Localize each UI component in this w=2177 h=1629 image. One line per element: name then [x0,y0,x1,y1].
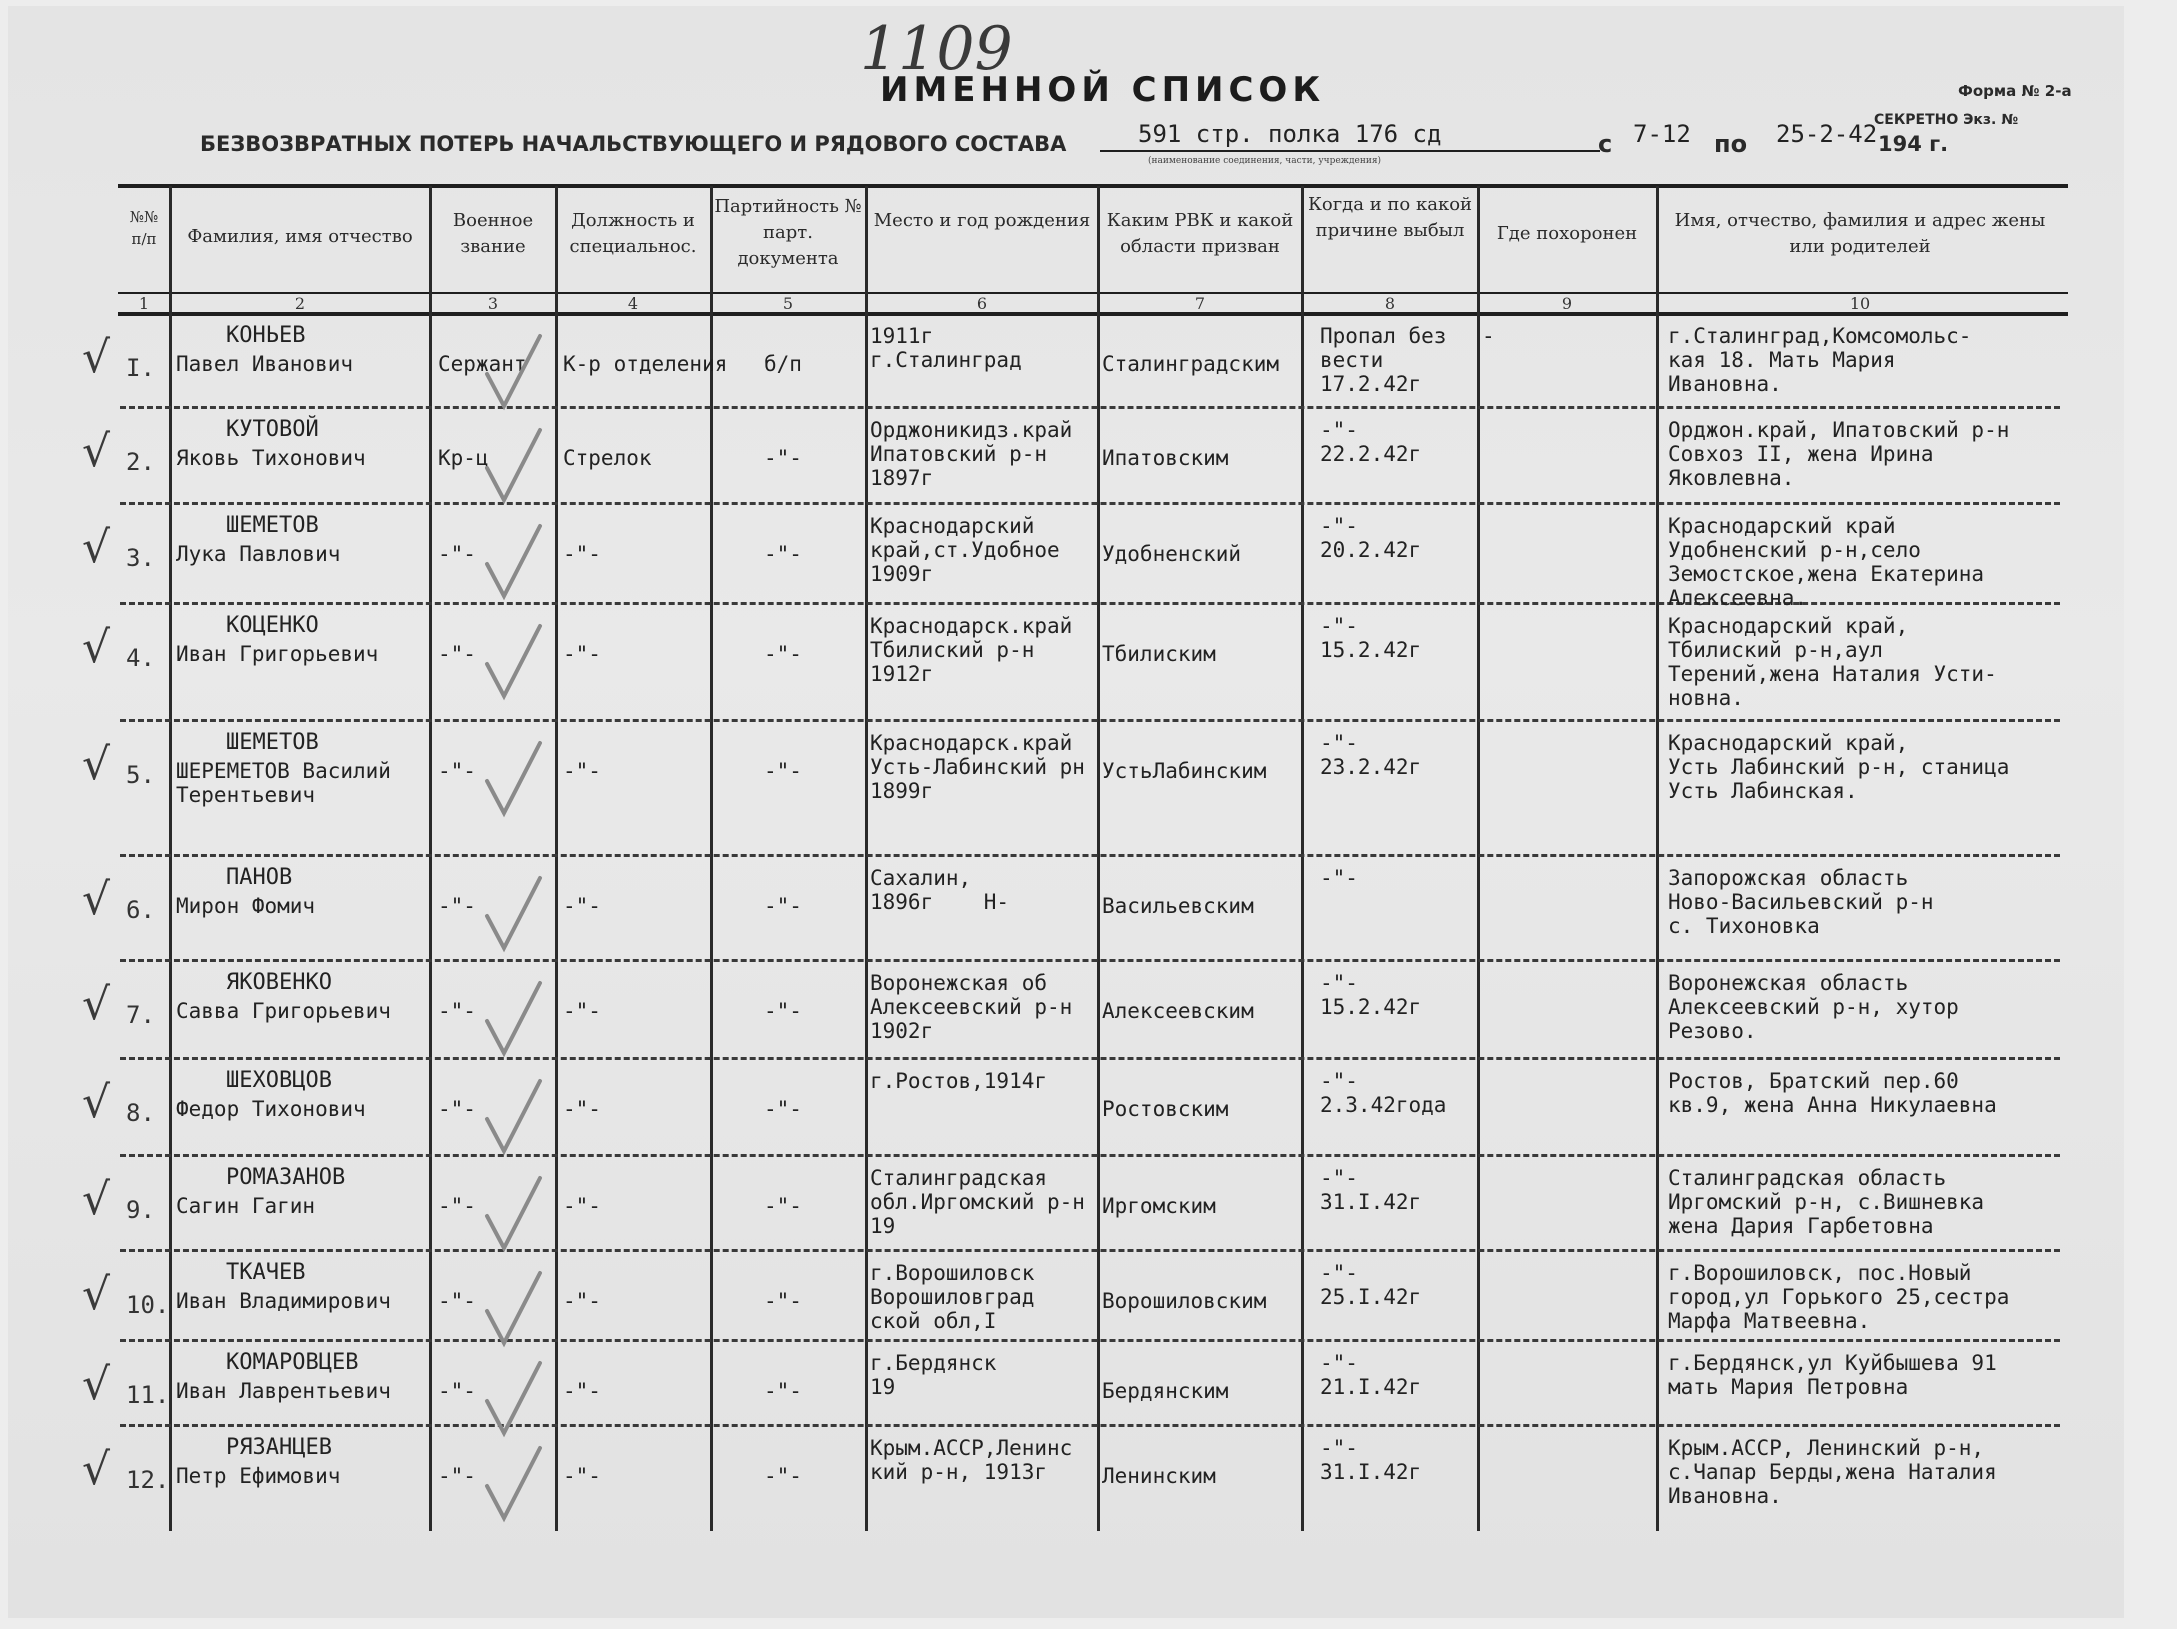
birth-place-year: Крым.АССР,Ленинс кий р-н, 1913г [870,1436,1073,1484]
departure-date-reason: -"- 15.2.42г [1320,614,1422,662]
surname: ШЕХОВЦОВ [226,1068,332,1093]
first-and-patronymic: Сагин Гагин [176,1194,316,1218]
military-rank: -"- [438,1379,476,1403]
surname: ШЕМЕТОВ [226,730,319,755]
draft-office: Ростовским [1102,1097,1229,1121]
birth-place-year: г.Бердянск 19 [870,1351,997,1399]
military-rank: -"- [438,1289,476,1313]
surname: КУТОВОЙ [226,417,319,442]
military-rank: -"- [438,642,476,666]
col-header: Когда и по какой причине выбыл [1307,194,1473,241]
departure-date-reason: -"- 22.2.42г [1320,418,1422,466]
departure-date-reason: -"- 15.2.42г [1320,971,1422,1019]
col-number: 7 [1194,294,1206,313]
col-header: Военное звание [452,210,534,257]
col-header: Имя, отчество, фамилия и адрес жены или родителей [1674,210,2046,257]
row-number: 6. [126,896,155,924]
party-membership: -"- [764,642,802,666]
check-tick-mark: √ [82,1359,111,1410]
secret-mark: СЕКРЕТНО Экз. № [1874,112,2019,128]
row-number: 12. [126,1466,170,1494]
draft-office: Удобненский [1102,542,1242,566]
relatives-address: Запорожская область Ново-Васильевский р-н с. Тихоновка [1668,866,1934,938]
party-membership: -"- [764,759,802,783]
position: Стрелок [563,446,652,470]
paper-sheet [8,6,2124,1618]
check-tick-mark: √ [82,1269,111,1320]
relatives-address: Воронежская область Алексеевский р-н, хутор Резово. [1668,971,1959,1043]
relatives-address: г.Бердянск,ул Куйбышева 91 мать Мария Петровна [1668,1351,1997,1399]
military-rank: -"- [438,1194,476,1218]
birth-place-year: Орджоникидз.край Ипатовский р-н 1897г [870,418,1073,490]
row-separator [120,1249,2060,1252]
col-number: 3 [487,294,499,313]
check-tick-mark: √ [82,739,111,790]
relatives-address: Краснодарский край, Тбилиский р-н,аул Терений,жена Наталия Усти- новна. [1668,614,1997,710]
military-rank: -"- [438,1464,476,1488]
relatives-address: Сталинградская область Иргомский р-н, с.Вишневка жена Дария Гарбетовна [1668,1166,1985,1238]
row-number: 10. [126,1291,170,1319]
departure-date-reason: -"- 21.I.42г [1320,1351,1422,1399]
row-separator [120,1057,2060,1060]
first-and-patronymic: Павел Иванович [176,352,354,376]
position: -"- [563,642,601,666]
row-separator [120,959,2060,962]
first-and-patronymic: Иван Григорьевич [176,642,379,666]
pencil-check-mark [482,334,552,414]
col-number: 1 [138,294,150,313]
relatives-address: г.Ворошиловск, пос.Новый город,ул Горького 25,сестра Марфа Матвеевна. [1668,1261,2010,1333]
pencil-check-mark [482,981,552,1061]
birth-place-year: г.Ворошиловск Ворошиловград ской обл,I [870,1261,1035,1333]
check-tick-mark: √ [82,979,111,1030]
draft-office: Бердянским [1102,1379,1229,1403]
departure-date-reason: -"- 31.I.42г [1320,1436,1422,1484]
military-rank: -"- [438,999,476,1023]
row-number: 2. [126,448,155,476]
surname: РЯЗАНЦЕВ [226,1435,332,1460]
unit-underline [1100,150,1600,152]
position: -"- [563,999,601,1023]
col-number: 9 [1561,294,1573,313]
check-tick-mark: √ [82,332,111,383]
party-membership: -"- [764,542,802,566]
party-membership: -"- [764,894,802,918]
military-rank: -"- [438,894,476,918]
row-number: 5. [126,761,155,789]
row-separator [120,406,2060,409]
birth-place-year: Воронежская об Алексеевский р-н 1902г [870,971,1073,1043]
surname: ШЕМЕТОВ [226,513,319,538]
birth-place-year: Краснодарский край,ст.Удобное 1909г [870,514,1060,586]
col-divider [555,186,558,1531]
col-number: 5 [782,294,794,313]
first-and-patronymic: Петр Ефимович [176,1464,341,1488]
draft-office: Тбилиским [1102,642,1216,666]
pencil-check-mark [482,1271,552,1351]
col-header: Каким РВК и какой области призван [1106,210,1294,257]
party-membership: -"- [764,999,802,1023]
departure-date-reason: -"- 23.2.42г [1320,731,1422,779]
birth-place-year: Краснодарск.край Тбилиский р-н 1912г [870,614,1073,686]
subtitle: БЕЗВОЗВРАТНЫХ ПОТЕРЬ НАЧАЛЬСТВУЮЩЕГО И РЯДОВОГО СОСТАВА [200,132,1067,156]
pencil-check-mark [482,524,552,604]
pencil-check-mark [482,428,552,508]
to-label: по [1714,130,1748,158]
col-number: 4 [627,294,639,313]
unit-caption: (наименование соединения, части, учреждения) [1148,156,1382,166]
row-number: 11. [126,1381,170,1409]
row-separator [120,1339,2060,1342]
party-membership: -"- [764,1289,802,1313]
surname: ТКАЧЕВ [226,1260,306,1285]
col-divider [710,186,713,1531]
row-number: 4. [126,644,155,672]
col-header: Фамилия, имя отчество [187,226,413,247]
row-separator [120,719,2060,722]
check-tick-mark: √ [82,426,111,477]
first-and-patronymic: Яковь Тихонович [176,446,366,470]
military-rank: -"- [438,1097,476,1121]
position: -"- [563,1194,601,1218]
military-rank: Кр-ц [438,446,489,470]
surname: ЯКОВЕНКО [226,970,332,995]
relatives-address: Орджон.край, Ипатовский р-н Совхоз II, жена Ирина Яковлевна. [1668,418,2010,490]
col-divider [1097,186,1100,1531]
handwritten-number: 1109 [860,14,1013,84]
military-rank: -"- [438,542,476,566]
pencil-check-mark [482,1079,552,1159]
pencil-check-mark [482,1176,552,1256]
col-header: Место и год рождения [873,210,1091,231]
position: -"- [563,894,601,918]
check-tick-mark: √ [82,522,111,573]
position: -"- [563,759,601,783]
first-and-patronymic: Савва Григорьевич [176,999,391,1023]
birth-place-year: г.Ростов,1914г [870,1069,1048,1093]
to-date: 25-2-42 [1776,120,1878,148]
departure-date-reason: -"- 20.2.42г [1320,514,1422,562]
row-separator [120,1424,2060,1427]
position: К-р отделения [563,352,728,376]
party-membership: -"- [764,1464,802,1488]
col-divider [429,186,432,1531]
surname: КОНЬЕВ [226,323,306,348]
birth-place-year: Краснодарск.край Усть-Лабинский рн 1899г [870,731,1085,803]
draft-office: Алексеевским [1102,999,1254,1023]
relatives-address: Краснодарский край, Усть Лабинский р-н, станица Усть Лабинская. [1668,731,2010,803]
col-divider [169,186,172,1531]
check-tick-mark: √ [82,1174,111,1225]
first-and-patronymic: Иван Владимирович [176,1289,391,1313]
pencil-check-mark [482,624,552,704]
pencil-check-mark [482,741,552,821]
military-rank: -"- [438,759,476,783]
draft-office: Иргомским [1102,1194,1216,1218]
draft-office: УстьЛабинским [1102,759,1267,783]
departure-date-reason: -"- [1320,866,1358,890]
form-label: Форма № 2-а [1958,82,2072,100]
party-membership: -"- [764,1194,802,1218]
row-number: 3. [126,544,155,572]
row-number: I. [126,354,155,382]
from-label: с [1598,130,1613,158]
col-number: 6 [976,294,988,313]
col-number: 10 [1849,294,1871,313]
col-divider [865,186,868,1531]
unit-name: 591 стр. полка 176 сд [1138,120,1442,148]
col-number: 8 [1384,294,1396,313]
departure-date-reason: Пропал без вести 17.2.42г [1320,324,1447,396]
surname: ПАНОВ [226,865,293,890]
military-rank: Сержант [438,352,527,376]
surname: РОМАЗАНОВ [226,1165,346,1190]
col-number: 2 [294,294,306,313]
check-tick-mark: √ [82,1444,111,1495]
check-tick-mark: √ [82,874,111,925]
draft-office: Ворошиловским [1102,1289,1267,1313]
row-separator [120,1154,2060,1157]
col-header: Должность и специальнос. [569,210,697,257]
burial-place: - [1482,324,1495,348]
relatives-address: Крым.АССР, Ленинский р-н, с.Чапар Берды,жена Наталия Ивановна. [1668,1436,1997,1508]
surname: КОМАРОВЦЕВ [226,1350,359,1375]
draft-office: Сталинградским [1102,352,1280,376]
birth-place-year: Сахалин, 1896г Н- [870,866,1010,914]
draft-office: Васильевским [1102,894,1254,918]
check-tick-mark: √ [82,1077,111,1128]
row-number: 7. [126,1001,155,1029]
pencil-check-mark [482,876,552,956]
draft-office: Ленинским [1102,1464,1216,1488]
departure-date-reason: -"- 2.3.42года [1320,1069,1447,1117]
surname: КОЦЕНКО [226,613,319,638]
page-title: ИМЕННОЙ СПИСОК [880,70,1326,110]
birth-place-year: 1911г г.Сталинград [870,324,1022,372]
col-divider [1301,186,1304,1531]
first-and-patronymic: Лука Павлович [176,542,341,566]
party-membership: -"- [764,446,802,470]
col-divider [1477,186,1480,1531]
departure-date-reason: -"- 25.I.42г [1320,1261,1422,1309]
year-suffix: 194 г. [1878,132,1949,156]
relatives-address: Краснодарский край Удобненский р-н,село Земостское,жена Екатерина Алексеевна. [1668,514,1985,610]
col-header: №№ п/п [129,208,159,248]
position: -"- [563,1379,601,1403]
col-divider [1656,186,1659,1531]
pencil-check-mark [482,1446,552,1526]
relatives-address: г.Сталинград,Комсомольс- кая 18. Мать Мария Ивановна. [1668,324,1972,396]
party-membership: -"- [764,1379,802,1403]
col-header: Где похоронен [1496,223,1638,244]
birth-place-year: Сталинградская обл.Иргомский р-н 19 [870,1166,1085,1238]
first-and-patronymic: Федор Тихонович [176,1097,366,1121]
position: -"- [563,1464,601,1488]
row-number: 8. [126,1099,155,1127]
position: -"- [563,1289,601,1313]
draft-office: Ипатовским [1102,446,1229,470]
relatives-address: Ростов, Братский пер.60 кв.9, жена Анна Никулаевна [1668,1069,1997,1117]
pencil-check-mark [482,1361,552,1441]
row-separator [120,854,2060,857]
party-membership: -"- [764,1097,802,1121]
departure-date-reason: -"- 31.I.42г [1320,1166,1422,1214]
col-header: Партийность № парт. документа [714,196,862,269]
row-separator [120,502,2060,505]
party-membership: б/п [764,352,802,376]
position: -"- [563,542,601,566]
from-date: 7-12 [1633,120,1691,148]
position: -"- [563,1097,601,1121]
row-number: 9. [126,1196,155,1224]
check-tick-mark: √ [82,622,111,673]
table-top-border [118,184,2068,188]
first-and-patronymic: Иван Лаврентьевич [176,1379,391,1403]
first-and-patronymic: Мирон Фомич [176,894,316,918]
first-and-patronymic: ШЕРЕМЕТОВ Василий Терентьевич [176,759,391,807]
